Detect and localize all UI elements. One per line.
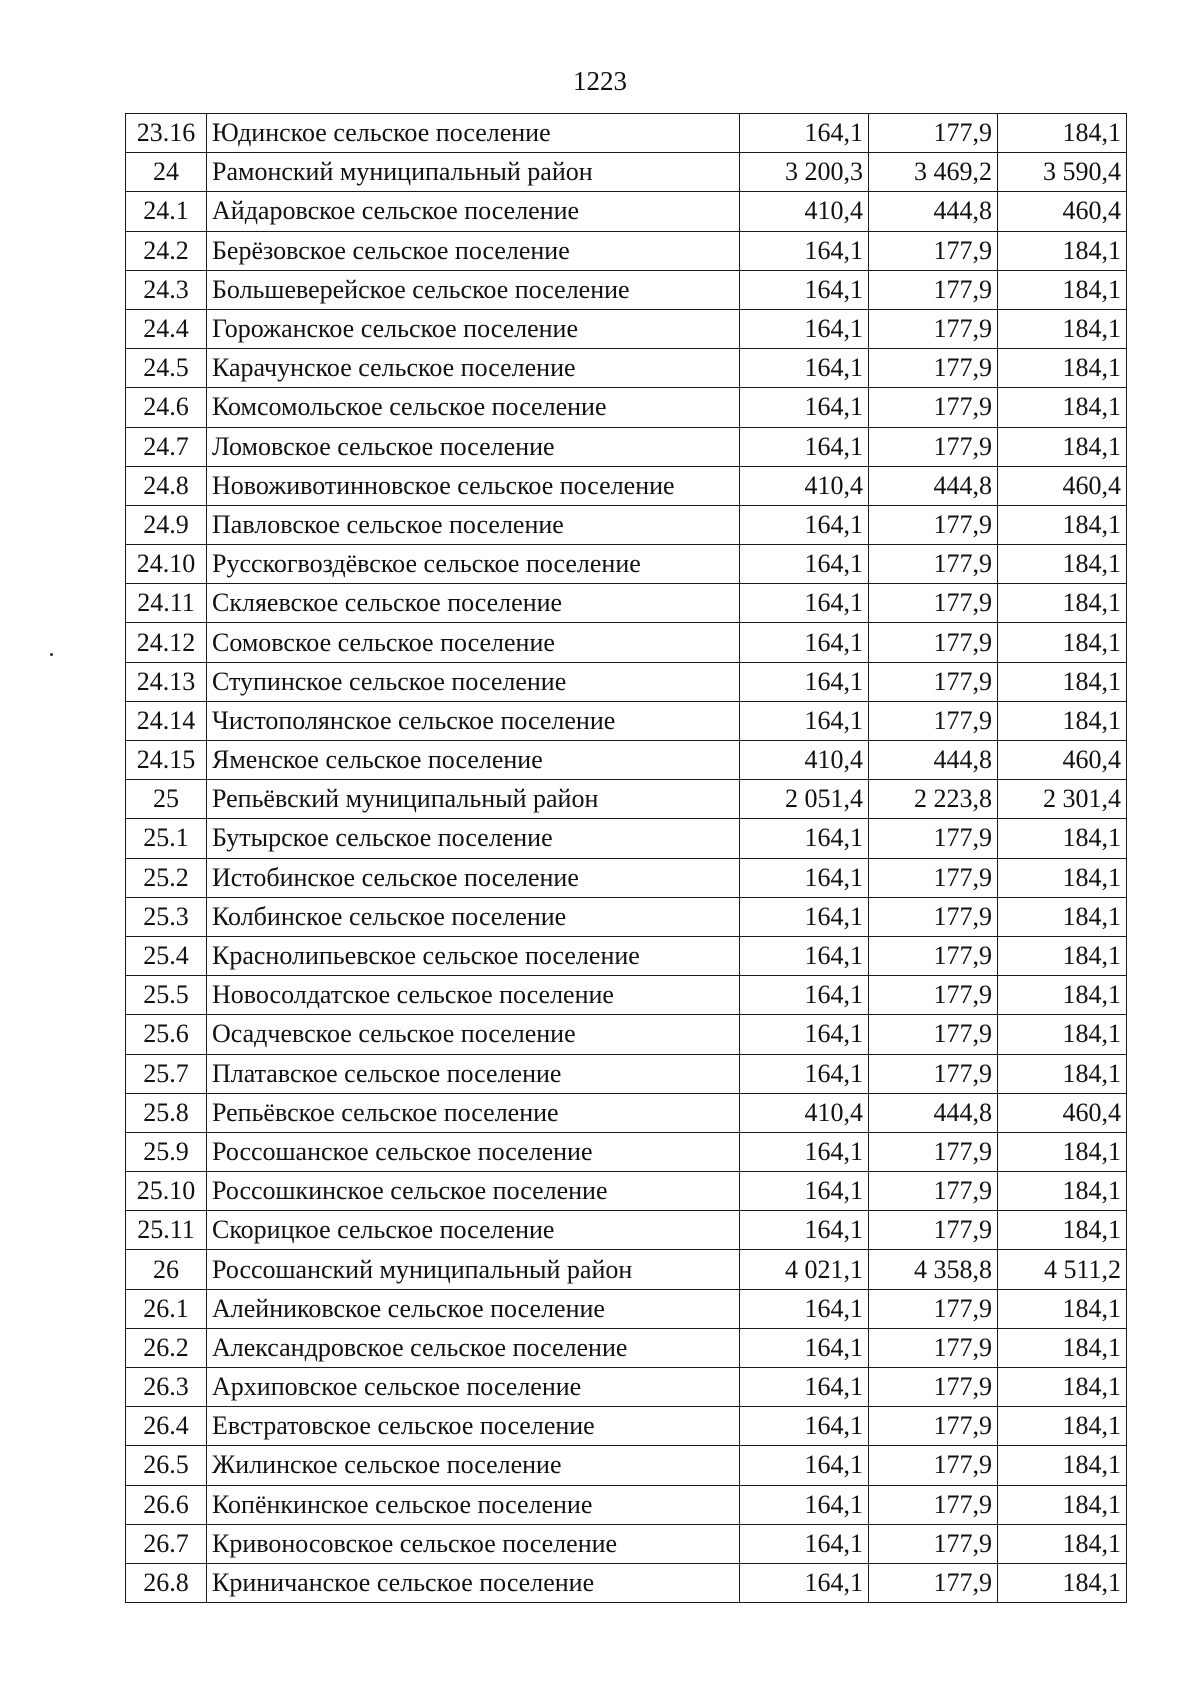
row-number-cell: 25 <box>126 780 207 819</box>
table-row <box>126 976 1127 1015</box>
value-col-3-cell: 460,4 <box>998 741 1127 780</box>
value-col-1-cell: 4 021,1 <box>740 1250 869 1289</box>
settlement-name-cell: Горожанское сельское поселение <box>207 309 740 348</box>
row-number-cell: 24.3 <box>126 270 207 309</box>
value-col-1-cell: 164,1 <box>740 427 869 466</box>
value-col-2-cell: 177,9 <box>869 1485 998 1524</box>
value-col-1-cell: 164,1 <box>740 936 869 975</box>
value-col-1-cell: 164,1 <box>740 662 869 701</box>
settlement-name-cell: Криничанское сельское поселение <box>207 1563 740 1602</box>
value-col-1-cell: 164,1 <box>740 1563 869 1602</box>
settlement-name-cell: Сомовское сельское поселение <box>207 623 740 662</box>
value-col-2-cell: 177,9 <box>869 1015 998 1054</box>
table-row <box>126 309 1127 348</box>
value-col-1-cell: 164,1 <box>740 701 869 740</box>
row-number-cell: 25.3 <box>126 897 207 936</box>
settlement-name-cell: Яменское сельское поселение <box>207 741 740 780</box>
value-col-1-cell: 164,1 <box>740 545 869 584</box>
value-col-3-cell: 184,1 <box>998 1328 1127 1367</box>
table-row <box>126 388 1127 427</box>
row-number-cell: 26.6 <box>126 1485 207 1524</box>
settlement-name-cell: Рамонский муниципальный район <box>207 153 740 192</box>
value-col-3-cell: 184,1 <box>998 270 1127 309</box>
value-col-2-cell: 177,9 <box>869 1211 998 1250</box>
settlement-name-cell: Жилинское сельское поселение <box>207 1446 740 1485</box>
value-col-3-cell: 184,1 <box>998 1368 1127 1407</box>
settlement-name-cell: Чистополянское сельское поселение <box>207 701 740 740</box>
value-col-2-cell: 177,9 <box>869 976 998 1015</box>
value-col-2-cell: 177,9 <box>869 427 998 466</box>
row-number-cell: 24.13 <box>126 662 207 701</box>
value-col-1-cell: 164,1 <box>740 309 869 348</box>
value-col-1-cell: 164,1 <box>740 505 869 544</box>
value-col-2-cell: 177,9 <box>869 1132 998 1171</box>
value-col-3-cell: 184,1 <box>998 976 1127 1015</box>
value-col-1-cell: 2 051,4 <box>740 780 869 819</box>
table-row <box>126 1132 1127 1171</box>
value-col-2-cell: 444,8 <box>869 741 998 780</box>
settlement-name-cell: Русскогвоздёвское сельское поселение <box>207 545 740 584</box>
table-row <box>126 231 1127 270</box>
settlement-name-cell: Осадчевское сельское поселение <box>207 1015 740 1054</box>
settlement-name-cell: Павловское сельское поселение <box>207 505 740 544</box>
table-row <box>126 936 1127 975</box>
table-row <box>126 1563 1127 1602</box>
settlement-name-cell: Скорицкое сельское поселение <box>207 1211 740 1250</box>
value-col-3-cell: 184,1 <box>998 584 1127 623</box>
settlement-name-cell: Новоживотинновское сельское поселение <box>207 466 740 505</box>
value-col-2-cell: 177,9 <box>869 819 998 858</box>
value-col-1-cell: 164,1 <box>740 1211 869 1250</box>
row-number-cell: 24.1 <box>126 192 207 231</box>
settlement-name-cell: Копёнкинское сельское поселение <box>207 1485 740 1524</box>
value-col-1-cell: 410,4 <box>740 192 869 231</box>
table-row <box>126 662 1127 701</box>
value-col-1-cell: 164,1 <box>740 976 869 1015</box>
value-col-1-cell: 164,1 <box>740 897 869 936</box>
value-col-2-cell: 3 469,2 <box>869 153 998 192</box>
value-col-3-cell: 184,1 <box>998 623 1127 662</box>
row-number-cell: 25.6 <box>126 1015 207 1054</box>
value-col-2-cell: 177,9 <box>869 897 998 936</box>
table-body <box>126 114 1127 1603</box>
value-col-2-cell: 177,9 <box>869 114 998 153</box>
row-number-cell: 25.5 <box>126 976 207 1015</box>
table-row <box>126 1093 1127 1132</box>
allocation-table <box>125 113 1127 1603</box>
table-row <box>126 1368 1127 1407</box>
value-col-1-cell: 164,1 <box>740 388 869 427</box>
value-col-3-cell: 184,1 <box>998 1132 1127 1171</box>
settlement-name-cell: Колбинское сельское поселение <box>207 897 740 936</box>
table-row <box>126 741 1127 780</box>
table-row <box>126 1328 1127 1367</box>
value-col-2-cell: 177,9 <box>869 545 998 584</box>
row-number-cell: 26 <box>126 1250 207 1289</box>
table-row <box>126 1250 1127 1289</box>
row-number-cell: 24.9 <box>126 505 207 544</box>
table-row <box>126 1172 1127 1211</box>
table-row <box>126 584 1127 623</box>
settlement-name-cell: Россошанское сельское поселение <box>207 1132 740 1171</box>
value-col-2-cell: 177,9 <box>869 1172 998 1211</box>
row-number-cell: 25.8 <box>126 1093 207 1132</box>
value-col-3-cell: 184,1 <box>998 819 1127 858</box>
settlement-name-cell: Юдинское сельское поселение <box>207 114 740 153</box>
value-col-1-cell: 410,4 <box>740 741 869 780</box>
row-number-cell: 25.2 <box>126 858 207 897</box>
table-row <box>126 897 1127 936</box>
table-row <box>126 114 1127 153</box>
settlement-name-cell: Комсомольское сельское поселение <box>207 388 740 427</box>
value-col-3-cell: 184,1 <box>998 1524 1127 1563</box>
value-col-2-cell: 177,9 <box>869 1289 998 1328</box>
value-col-2-cell: 177,9 <box>869 309 998 348</box>
value-col-2-cell: 177,9 <box>869 1524 998 1563</box>
value-col-1-cell: 410,4 <box>740 1093 869 1132</box>
row-number-cell: 24.12 <box>126 623 207 662</box>
value-col-2-cell: 177,9 <box>869 270 998 309</box>
settlement-name-cell: Карачунское сельское поселение <box>207 349 740 388</box>
table-row <box>126 1289 1127 1328</box>
row-number-cell: 26.7 <box>126 1524 207 1563</box>
value-col-2-cell: 177,9 <box>869 701 998 740</box>
settlement-name-cell: Айдаровское сельское поселение <box>207 192 740 231</box>
settlement-name-cell: Большеверейское сельское поселение <box>207 270 740 309</box>
settlement-name-cell: Бутырское сельское поселение <box>207 819 740 858</box>
table-row <box>126 349 1127 388</box>
settlement-name-cell: Кривоносовское сельское поселение <box>207 1524 740 1563</box>
value-col-1-cell: 164,1 <box>740 623 869 662</box>
table-row <box>126 623 1127 662</box>
value-col-3-cell: 184,1 <box>998 309 1127 348</box>
settlement-name-cell: Россошкинское сельское поселение <box>207 1172 740 1211</box>
table-row <box>126 780 1127 819</box>
table-row <box>126 1446 1127 1485</box>
value-col-3-cell: 184,1 <box>998 1289 1127 1328</box>
settlement-name-cell: Платавское сельское поселение <box>207 1054 740 1093</box>
value-col-1-cell: 164,1 <box>740 114 869 153</box>
value-col-1-cell: 164,1 <box>740 1132 869 1171</box>
settlement-name-cell: Ломовское сельское поселение <box>207 427 740 466</box>
settlement-name-cell: Архиповское сельское поселение <box>207 1368 740 1407</box>
table-row <box>126 192 1127 231</box>
value-col-2-cell: 177,9 <box>869 662 998 701</box>
value-col-2-cell: 2 223,8 <box>869 780 998 819</box>
value-col-3-cell: 460,4 <box>998 1093 1127 1132</box>
table-row <box>126 819 1127 858</box>
value-col-1-cell: 164,1 <box>740 1446 869 1485</box>
row-number-cell: 25.4 <box>126 936 207 975</box>
value-col-2-cell: 444,8 <box>869 466 998 505</box>
row-number-cell: 24.8 <box>126 466 207 505</box>
value-col-2-cell: 177,9 <box>869 858 998 897</box>
row-number-cell: 24.6 <box>126 388 207 427</box>
settlement-name-cell: Ступинское сельское поселение <box>207 662 740 701</box>
table-row <box>126 701 1127 740</box>
value-col-2-cell: 177,9 <box>869 1054 998 1093</box>
value-col-1-cell: 164,1 <box>740 1368 869 1407</box>
value-col-2-cell: 177,9 <box>869 1407 998 1446</box>
value-col-3-cell: 184,1 <box>998 1172 1127 1211</box>
value-col-3-cell: 460,4 <box>998 466 1127 505</box>
settlement-name-cell: Репьёвское сельское поселение <box>207 1093 740 1132</box>
value-col-2-cell: 177,9 <box>869 388 998 427</box>
row-number-cell: 25.10 <box>126 1172 207 1211</box>
settlement-name-cell: Алейниковское сельское поселение <box>207 1289 740 1328</box>
value-col-1-cell: 164,1 <box>740 858 869 897</box>
value-col-1-cell: 164,1 <box>740 1015 869 1054</box>
value-col-3-cell: 184,1 <box>998 231 1127 270</box>
table-row <box>126 1407 1127 1446</box>
row-number-cell: 24.7 <box>126 427 207 466</box>
row-number-cell: 25.9 <box>126 1132 207 1171</box>
value-col-3-cell: 184,1 <box>998 662 1127 701</box>
value-col-3-cell: 184,1 <box>998 349 1127 388</box>
value-col-2-cell: 177,9 <box>869 1446 998 1485</box>
row-number-cell: 26.1 <box>126 1289 207 1328</box>
value-col-3-cell: 184,1 <box>998 388 1127 427</box>
row-number-cell: 25.7 <box>126 1054 207 1093</box>
row-number-cell: 24.11 <box>126 584 207 623</box>
value-col-3-cell: 184,1 <box>998 1407 1127 1446</box>
value-col-1-cell: 3 200,3 <box>740 153 869 192</box>
value-col-3-cell: 184,1 <box>998 897 1127 936</box>
row-number-cell: 25.11 <box>126 1211 207 1250</box>
value-col-1-cell: 164,1 <box>740 819 869 858</box>
value-col-2-cell: 177,9 <box>869 623 998 662</box>
row-number-cell: 24.10 <box>126 545 207 584</box>
row-number-cell: 25.1 <box>126 819 207 858</box>
settlement-name-cell: Александровское сельское поселение <box>207 1328 740 1367</box>
settlement-name-cell: Истобинское сельское поселение <box>207 858 740 897</box>
row-number-cell: 24 <box>126 153 207 192</box>
value-col-3-cell: 184,1 <box>998 1485 1127 1524</box>
table-row <box>126 545 1127 584</box>
value-col-1-cell: 164,1 <box>740 270 869 309</box>
table-row <box>126 427 1127 466</box>
value-col-2-cell: 177,9 <box>869 936 998 975</box>
row-number-cell: 26.3 <box>126 1368 207 1407</box>
value-col-3-cell: 184,1 <box>998 1563 1127 1602</box>
settlement-name-cell: Новосолдатское сельское поселение <box>207 976 740 1015</box>
table-row <box>126 1211 1127 1250</box>
table-row <box>126 270 1127 309</box>
value-col-3-cell: 184,1 <box>998 427 1127 466</box>
row-number-cell: 24.2 <box>126 231 207 270</box>
value-col-3-cell: 184,1 <box>998 505 1127 544</box>
table-row <box>126 466 1127 505</box>
value-col-2-cell: 177,9 <box>869 505 998 544</box>
row-number-cell: 23.16 <box>126 114 207 153</box>
settlement-name-cell: Евстратовское сельское поселение <box>207 1407 740 1446</box>
settlement-name-cell: Краснолипьевское сельское поселение <box>207 936 740 975</box>
value-col-2-cell: 4 358,8 <box>869 1250 998 1289</box>
value-col-1-cell: 164,1 <box>740 1485 869 1524</box>
value-col-3-cell: 184,1 <box>998 936 1127 975</box>
page-number: 1223 <box>573 66 627 96</box>
value-col-2-cell: 177,9 <box>869 1368 998 1407</box>
value-col-1-cell: 164,1 <box>740 1172 869 1211</box>
value-col-2-cell: 444,8 <box>869 192 998 231</box>
value-col-3-cell: 4 511,2 <box>998 1250 1127 1289</box>
value-col-3-cell: 3 590,4 <box>998 153 1127 192</box>
row-number-cell: 26.2 <box>126 1328 207 1367</box>
value-col-3-cell: 184,1 <box>998 1211 1127 1250</box>
row-number-cell: 24.5 <box>126 349 207 388</box>
row-number-cell: 24.15 <box>126 741 207 780</box>
scan-speck <box>50 653 53 656</box>
value-col-1-cell: 164,1 <box>740 349 869 388</box>
value-col-1-cell: 164,1 <box>740 1328 869 1367</box>
value-col-2-cell: 177,9 <box>869 231 998 270</box>
value-col-1-cell: 164,1 <box>740 1524 869 1563</box>
table-row <box>126 1524 1127 1563</box>
value-col-3-cell: 184,1 <box>998 701 1127 740</box>
row-number-cell: 26.4 <box>126 1407 207 1446</box>
value-col-2-cell: 444,8 <box>869 1093 998 1132</box>
value-col-2-cell: 177,9 <box>869 1328 998 1367</box>
table-row <box>126 1485 1127 1524</box>
table-row <box>126 1015 1127 1054</box>
row-number-cell: 26.8 <box>126 1563 207 1602</box>
value-col-3-cell: 2 301,4 <box>998 780 1127 819</box>
row-number-cell: 26.5 <box>126 1446 207 1485</box>
value-col-2-cell: 177,9 <box>869 1563 998 1602</box>
value-col-3-cell: 184,1 <box>998 1054 1127 1093</box>
settlement-name-cell: Скляевское сельское поселение <box>207 584 740 623</box>
settlement-name-cell: Россошанский муниципальный район <box>207 1250 740 1289</box>
value-col-1-cell: 164,1 <box>740 584 869 623</box>
row-number-cell: 24.4 <box>126 309 207 348</box>
table-row <box>126 153 1127 192</box>
value-col-3-cell: 184,1 <box>998 1015 1127 1054</box>
value-col-3-cell: 184,1 <box>998 858 1127 897</box>
value-col-3-cell: 184,1 <box>998 1446 1127 1485</box>
value-col-3-cell: 184,1 <box>998 545 1127 584</box>
value-col-3-cell: 460,4 <box>998 192 1127 231</box>
value-col-2-cell: 177,9 <box>869 584 998 623</box>
settlement-name-cell: Берёзовское сельское поселение <box>207 231 740 270</box>
table-row <box>126 1054 1127 1093</box>
value-col-1-cell: 164,1 <box>740 1407 869 1446</box>
table-row <box>126 858 1127 897</box>
table-row <box>126 505 1127 544</box>
value-col-1-cell: 164,1 <box>740 1289 869 1328</box>
value-col-1-cell: 410,4 <box>740 466 869 505</box>
value-col-1-cell: 164,1 <box>740 1054 869 1093</box>
row-number-cell: 24.14 <box>126 701 207 740</box>
settlement-name-cell: Репьёвский муниципальный район <box>207 780 740 819</box>
value-col-2-cell: 177,9 <box>869 349 998 388</box>
value-col-3-cell: 184,1 <box>998 114 1127 153</box>
value-col-1-cell: 164,1 <box>740 231 869 270</box>
